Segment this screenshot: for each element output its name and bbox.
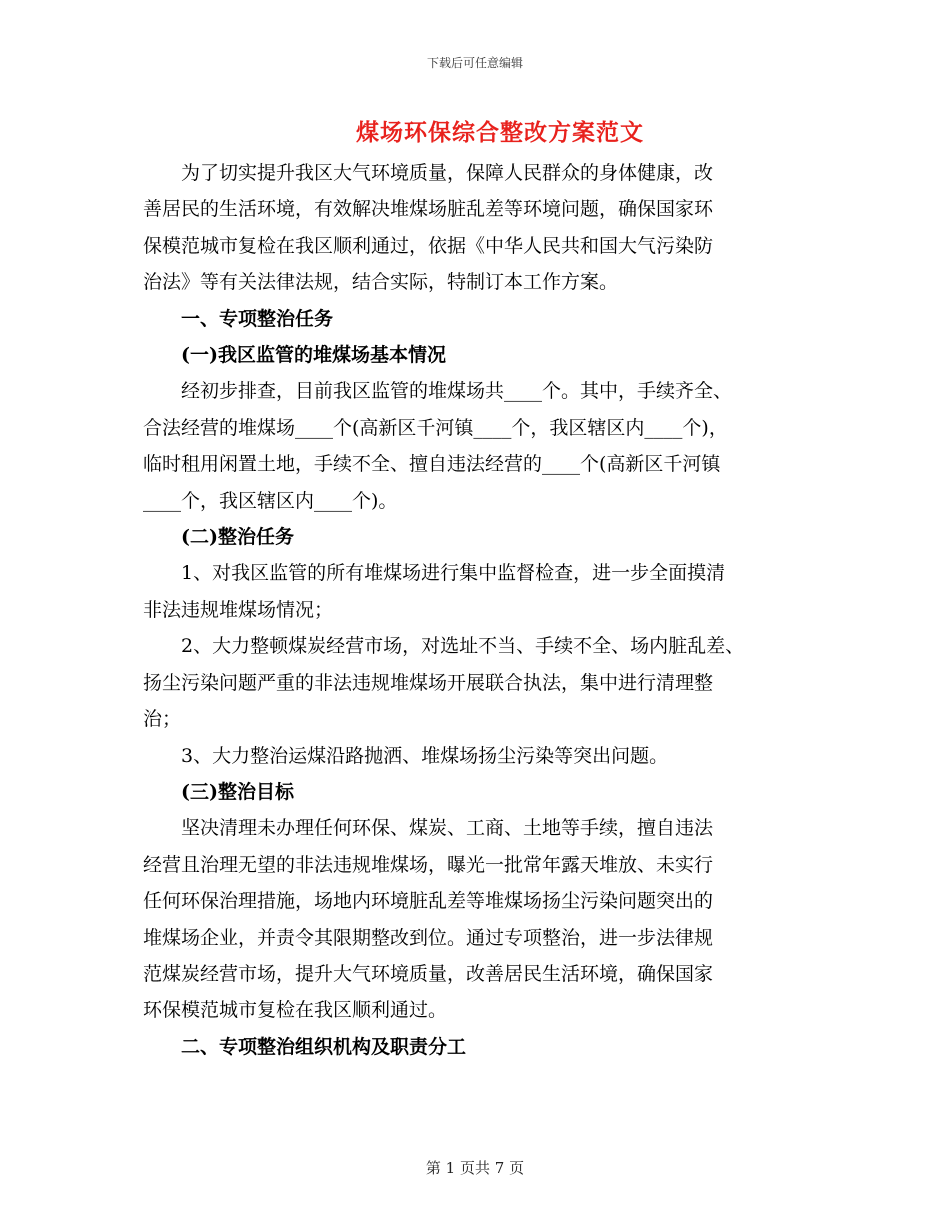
subsection-heading-2: (二)整治任务 bbox=[181, 526, 294, 549]
subsection-heading-3: (三)整治目标 bbox=[181, 780, 294, 803]
document-body bbox=[143, 155, 823, 1065]
page-footer: 第 1 页共 7 页 bbox=[425, 1159, 525, 1177]
text-line: 善居民的生活环境，有效解决堆煤场脏乱差等环境问题，确保国家环 bbox=[143, 198, 714, 221]
text-line: 非法违规堆煤场情况； bbox=[143, 598, 334, 621]
text-line: 经营且治理无望的非法违规堆煤场，曝光一批常年露天堆放、未实行 bbox=[143, 853, 714, 876]
task-item-3 bbox=[143, 738, 823, 774]
text-line: 保模范城市复检在我区顺利通过，依据《中华人民共和国大气污染防 bbox=[143, 234, 714, 257]
text-line: 3、大力整治运煤沿路抛洒、堆煤场扬尘污染等突出问题。 bbox=[181, 744, 669, 767]
page-header: 下载后可任意编辑 bbox=[426, 56, 523, 70]
text-line: 坚决清理未办理任何环保、煤炭、工商、土地等手续，擅自违法 bbox=[181, 817, 714, 840]
text-line: 治； bbox=[143, 708, 182, 731]
situation-paragraph bbox=[143, 373, 823, 519]
text-line: 范煤炭经营市场，提升大气环境质量，改善居民生活环境，确保国家 bbox=[143, 962, 714, 985]
section-heading-1: 一、专项整治任务 bbox=[181, 307, 334, 330]
text-line: 环保模范城市复检在我区顺利通过。 bbox=[143, 999, 448, 1022]
intro-paragraph bbox=[143, 155, 823, 301]
text-line: 堆煤场企业，并责令其限期整改到位。通过专项整治，进一步法律规 bbox=[143, 926, 714, 949]
text-line: 临时租用闲置土地，手续不全、擅自违法经营的____个(高新区千河镇 bbox=[143, 453, 721, 476]
text-line: 扬尘污染问题严重的非法违规堆煤场开展联合执法，集中进行清理整 bbox=[143, 671, 714, 694]
text-line: 为了切实提升我区大气环境质量，保障人民群众的身体健康，改 bbox=[181, 162, 714, 184]
task-item-1 bbox=[143, 555, 823, 628]
text-line: 任何环保治理措施，场地内环境脏乱差等堆煤场扬尘污染问题突出的 bbox=[143, 890, 714, 913]
text-line: 2、大力整顿煤炭经营市场，对选址不当、手续不全、场内脏乱差、 bbox=[181, 635, 745, 658]
goal-paragraph bbox=[143, 810, 823, 1028]
text-line: 治法》等有关法律法规，结合实际，特制订本工作方案。 bbox=[143, 271, 619, 294]
text-line: 经初步排查，目前我区监管的堆煤场共____个。其中，手续齐全、 bbox=[181, 380, 733, 403]
document-title: 煤场环保综合整改方案范文 bbox=[356, 119, 644, 146]
text-line: 合法经营的堆煤场____个(高新区千河镇____个，我区辖区内____个)， bbox=[143, 416, 728, 439]
text-line: ____个，我区辖区内____个)。 bbox=[143, 489, 398, 512]
text-line: 1、对我区监管的所有堆煤场进行集中监督检查，进一步全面摸清 bbox=[181, 562, 726, 585]
subsection-heading-1: (一)我区监管的堆煤场基本情况 bbox=[181, 344, 446, 367]
section-heading-2: 二、专项整治组织机构及职责分工 bbox=[181, 1035, 467, 1058]
task-item-2 bbox=[143, 628, 823, 737]
